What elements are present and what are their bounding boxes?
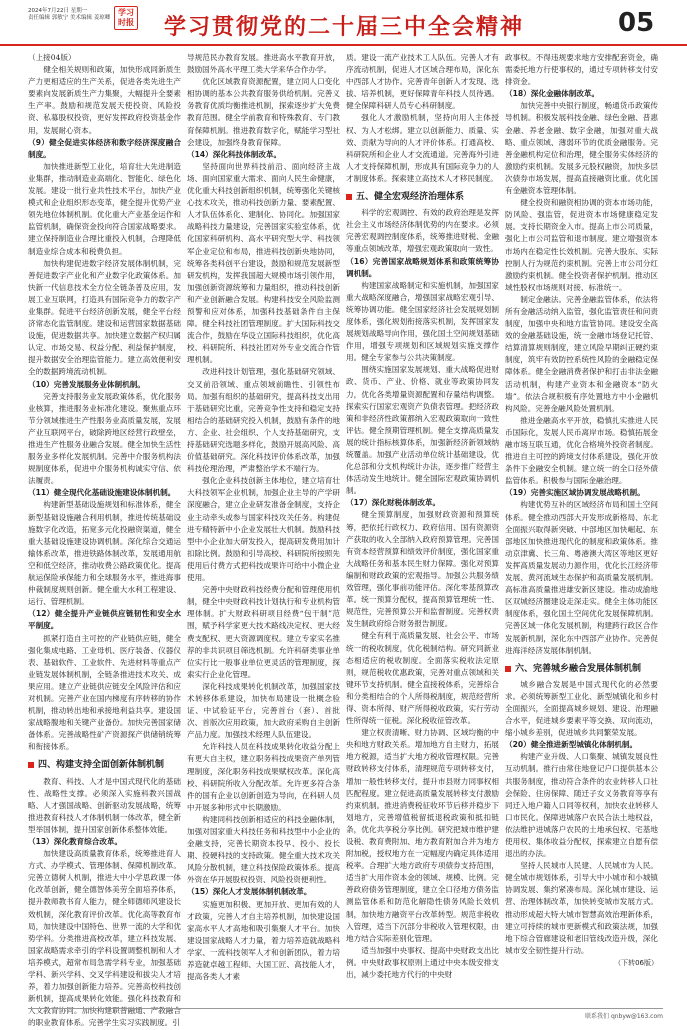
- paragraph: 改进科技计划管理，强化基础研究领域、交叉前沿领域、重点领域前瞻性、引领性布局。加强有组织的基础研究，提高科技支出用于基础研究比重，完善竞争性支持和稳定支持相结合的基础研究投入机制，鼓励有条件的地方、企业、社会组织、个人支持基础研究，支持基础研究选题多样化，鼓励开展高风险、高价值基础研究。深化科技评价体系改革，加强科技伦理治理，严肃整治学术不端行为。: [187, 367, 340, 474]
- subheading: （15）深化人才发展体制机制改革。: [187, 887, 312, 897]
- paragraph: 推进金融高水平开放，稳慎扎实推进人民币国际化，发展人民币离岸市场。稳慎拓展金融市场互联互通，优化合格境外投资者制度。推进自主可控的跨境支付体系建设，强化开放条件下金融安全机制。建立统一的全口径外债监管体系。积极参与国际金融治理。: [505, 415, 658, 486]
- paragraph: 质。建设一流产业技术工人队伍。完善人才有序流动机制，促进人才区域合理布局，深化东中西部人才协作。完善青年创新人才发现、选拔、培养机制，更好保障青年科技人员待遇。健全保障科研人员专心科研制度。: [346, 53, 499, 111]
- subheading: （20）健全推进新型城镇化体制机制。: [505, 740, 638, 750]
- continued-to: （下转06版）: [614, 958, 658, 967]
- subheading: （18）深化金融体制改革。: [505, 89, 600, 99]
- subheading: （9）健全促进实体经济和数字经济深度融合制度。: [28, 137, 181, 159]
- paragraph: 围绕实施国家发展规划、重大战略促进财政、货币、产业、价格、就业等政策协同发力，优化各类增量资源配置和存量结构调整。探索实行国家宏观资产负债表管理。把经济政策和非经济性政策都纳入宏观政策取向一致性评估。健全预期管理机制。健全支撑高质量发展的统计指标核算体系，加强新经济新领域纳统覆盖。加强产业活动单位统计基础建设，优化总部和分支机构统计办法，逐步推广经营主体活动发生地统计。健全国际宏观政策协调机制。: [346, 365, 499, 496]
- paragraph: 强化企业科技创新主体地位，建立培育壮大科技领军企业机制，加强企业主导的产学研深度融合，建立企业研发准备金制度，支持企业主动牵头或参与国家科技攻关任务。构建促进专精特新中小企业发展壮大机制。鼓励科技型中小企业加大研发投入，提高研发费用加计扣除比例。鼓励和引导高校、科研院所按照先使用后付费方式把科技成果许可给中小微企业使用。: [187, 476, 340, 583]
- paragraph: 构建产业升级、人口集聚、城镇发展良性互动机制。推行由常住地登记户口提供基本公共服务制度，推动符合条件的农业转移人口社会保险、住房保障、随迁子女义务教育等享有同迁入地户籍人口同等权利，加快农业转移人口市民化。保障进城落户农民合法土地权益，依法维护进城落户农民的土地承包权、宅基地使用权、集体收益分配权，探索建立自愿有偿退出的办法。: [505, 752, 658, 859]
- paragraph: 加快推进新型工业化，培育壮大先进制造业集群，推动制造业高端化、智能化、绿色化发展。建设一批行业共性技术平台，加快产业模式和企业组织形态变革，健全提升优势产业领先地位体制机制。优化重大产业基金运作和监管机制，确保资金投向符合国家战略要求。建立保持制造业合理比重投入机制，合理降低制造业综合成本和税费负担。: [28, 161, 181, 256]
- subheading: （13）深化教育综合改革。: [28, 837, 123, 846]
- section-heading: 五、健全宏观经济治理体系: [346, 191, 499, 203]
- paragraph: 健全相关规则和政策，加快形成同新质生产力更相适应的生产关系，促进各类先进生产要素向发展新质生产力集聚，大幅提升全要素生产率。鼓励和规范发展天使投资、风险投资、私募股权投资，更好发挥政府投资基金作用，发展耐心资本。: [28, 65, 181, 135]
- masthead: [0, 0, 687, 46]
- paragraph: 构建同科技创新相适应的科技金融体制，加强对国家重大科技任务和科技型中小企业的金融支持，完善长期资本投早、投小、投长期、投硬科技的支持政策。健全重大技术攻关风险分散机制，建立科技保险政策体系。提高外资在华开展股权投资、风险投资便利性。: [187, 814, 340, 885]
- paragraph: 建立权责清晰、财力协调、区域均衡的中央和地方财政关系。增加地方自主财力，拓展地方税源，适当扩大地方税收管理权限。完善财政转移支付体系，清理规范专项转移支付，增加一般性转移支付，提升市县财力同事权相匹配程度。建立促进高质量发展转移支付激励约束机制。推进消费税征收环节后移并稳步下划地方，完善增值税留抵退税政策和抵扣链条，优化共享税分享比例。研究把城市维护建设税、教育费附加、地方教育附加合并为地方附加税，授权地方在一定幅度内确定具体适用税率。合理扩大地方政府专项债券支持范围，适当扩大用作资本金的领域、规模、比例。完善政府债务管理制度，建立全口径地方债务监测监管体系和防范化解隐性债务风险长效机制，加快地方融资平台改革转型。规范非税收入管理，适当下沉部分非税收入管理权限，由地方结合实际差别化管理。: [346, 728, 499, 943]
- paragraph: 抓紧打造自主可控的产业链供应链，健全强化集成电路、工业母机、医疗装备、仪器仪表、基础软件、工业软件、先进材料等重点产业链发展体制机制，全链条推进技术攻关、成果应用。建立产业链供应链安全风险评估和应对机制。完善产业在国内梯度有序转移的协作机制，推动转出地和承接地利益共享。建设国家战略腹地和关键产业备份。加快完善国家储备体系。完善战略性矿产资源探产供储销统筹和衔接体系。: [28, 633, 181, 752]
- page-number: 05: [618, 8, 655, 38]
- paragraph: 导规范民办教育发展。推进高水平教育开放，鼓励国外高水平理工类大学来华合作办学。: [187, 53, 340, 75]
- column-1: [28, 52, 181, 1028]
- page-footer: [28, 1008, 663, 1021]
- paragraph: 优化区域教育资源配置，建立同人口变化相协调的基本公共教育服务供给机制。完善义务教育优质均衡推进机制，探索逐步扩大免费教育范围。健全学前教育和特殊教育、专门教育保障机制。推进教育数字化，赋能学习型社会建设，加强终身教育保障。: [187, 77, 340, 147]
- paragraph: 坚持人民城市人民建、人民城市为人民。健全城市规划体系，引导大中小城市和小城镇协调发展、集约紧凑布局。深化城市建设、运营、治理体制改革，加快转变城市发展方式。推动形成超大特大城市智慧高效治理新体系，建立可持续的城市更新模式和政策法规，加强地下综合管廊建设和老旧管线改造升级，深化城市安全韧性提升行动。: [505, 861, 658, 955]
- paragraph: 加快建设高质量教育体系，统筹推进育人方式、办学模式、管理体制、保障机制改革。完善立德树人机制，推进大中小学思政课一体化改革创新，健全德智体美劳全面培养体系，提升教师教书育人能力，健全师德师风建设长效机制，深化教育评价改革。优化高等教育布局，加快建设中国特色、世界一流的大学和优势学科。分类推进高校改革，建立科技发展、国家战略需求牵引的学科设置调整机制和人才培养模式，超常布局急需学科专业，加强基础学科、新兴学科、交叉学科建设和拔尖人才培养，着力加强创新能力培养。完善高校科技创新机制，提高成果转化效能。强化科技教育和人文教育协同。加快构建职普融通、产教融合的职业教育体系。完善学生实习实践制度。引: [28, 849, 181, 1028]
- subheading: （16）完善国家战略规划体系和政策统筹协调机制。: [346, 256, 499, 278]
- subheading: （14）深化科技体制改革。: [187, 149, 282, 159]
- section-marker-icon: [28, 762, 34, 768]
- subheading: （19）完善实施区域协调发展战略机制。: [505, 488, 645, 498]
- paragraph: 构建优势互补的区域经济布局和国土空间体系。健全推动西部大开发形成新格局、东北全面振兴取得新突破、中部地区加快崛起、东部地区加快推进现代化的制度和政策体系。推动京津冀、长三角、粤港澳大湾区等地区更好发挥高质量发展动力源作用，优化长江经济带发展、黄河流域生态保护和高质量发展机制。高标准高质量推进雄安新区建设。推动成渝地区双城经济圈建设走深走实。健全主体功能区制度体系，强化国土空间优化发展保障机制。完善区域一体化发展机制，构建跨行政区合作发展新机制，深化东中西部产业协作。完善促进海洋经济发展体制机制。: [505, 500, 658, 655]
- paragraph: 完善中央财政科技经费分配和管理使用机制，健全中央财政科技计划执行和专业机构管理体制。扩大财政科研项目经费“包干制”范围，赋予科学家更大技术路线决定权、更大经费支配权、更大资源调度权。建立专家实名推荐的非共识项目筛选机制。允许科研类事业单位实行比一般事业单位更灵活的管理制度，探索实行企业化管理。: [187, 585, 340, 679]
- column-3: [346, 52, 499, 1000]
- paragraph: 城乡融合发展是中国式现代化的必然要求。必须统筹新型工业化、新型城镇化和乡村全面振兴，全面提高城乡规划、建设、治理融合水平，促进城乡要素平等交换、双向流动，缩小城乡差别，促进城乡共同繁荣发展。: [505, 679, 658, 738]
- section-heading: 六、完善城乡融合发展体制机制: [505, 663, 658, 675]
- section-marker-icon: [505, 666, 511, 672]
- newspaper-logo: 学习 时报: [114, 6, 138, 30]
- contact-email[interactable]: 联系我们 qnbyw@163.com: [585, 1013, 663, 1020]
- issue-date: 2024年7月22日 星期一: [28, 8, 88, 14]
- masthead-meta: [28, 8, 110, 22]
- paragraph: 健全投资和融资相协调的资本市场功能，防风险、强监管，促进资本市场健康稳定发展。支持长期资金入市。提高上市公司质量，强化上市公司监管和退市制度。建立增强资本市场内在稳定性长效机制。完善大股东、实际控制人行为规范约束机制。完善上市公司分红激励约束机制。健全投资者保护机制。推动区域性股权市场规则对接、标准统一。: [505, 198, 658, 292]
- column-4: [505, 52, 658, 1000]
- section-marker-icon: [346, 194, 352, 200]
- subheading: （12）健全提升产业链供应链韧性和安全水平制度。: [28, 609, 181, 631]
- paragraph: 构建国家战略制定和实施机制，加强国家重大战略深度融合，增强国家战略宏观引导、统筹协调功能。健全国家经济社会发展规划制度体系，强化规划衔接落实机制，发挥国家发展规划战略导向作用，强化国土空间规划基础作用，增强专项规划和区域规划实施支撑作用。健全专家参与公共决策制度。: [346, 280, 499, 363]
- paragraph: 制定金融法。完善金融监管体系，依法将所有金融活动纳入监管，强化监管责任和问责制度，加强中央和地方监管协同。建设安全高效的金融基础设施，统一金融市场登记托管、结算清算规则制度，建立风险早期纠正硬约束制度，筑牢有效防控系统性风险的金融稳定保障体系。健全金融消费者保护和打击非法金融活动机制，构建产业资本和金融资本“防火墙”。依法合规积极有序处置地方中小金融机构风险。完善金融风险处置机制。: [505, 294, 658, 413]
- page-banner-title: 学习贯彻党的二十届三中全会精神: [164, 14, 525, 40]
- paragraph: 科学的宏观调控、有效的政府治理是发挥社会主义市场经济体制优势的内在要求。必须完善宏观调控制度体系，统筹推进财税、金融等重点领域改革，增强宏观政策取向一致性。: [346, 208, 499, 254]
- paragraph: 加快构建促进数字经济发展体制机制，完善促进数字产业化和产业数字化政策体系。加快新一代信息技术全方位全链条普及应用，发展工业互联网，打造具有国际竞争力的数字产业集群。促进平台经济创新发展，健全平台经济常态化监管制度。建设和运营国家数据基础设施，促进数据共享。加快建立数据产权归属认定、市场交易、权益分配、利益保护制度，提升数据安全治理监管能力。建立高效便利安全的数据跨境流动机制。: [28, 258, 181, 377]
- paragraph: 实施更加积极、更加开放、更加有效的人才政策，完善人才自主培养机制，加快建设国家高水平人才高地和吸引集聚人才平台。加快建设国家战略人才力量，着力培养造就战略科学家、一流科技领军人才和创新团队，着力培养造就卓越工程师、大国工匠、高技能人才，提高各类人才素: [187, 899, 340, 982]
- paragraph: 健全有利于高质量发展、社会公平、市场统一的税收制度，优化税制结构。研究同新业态相适应的税收制度。全面落实税收法定原则，规范税收优惠政策，完善对重点领域和关键环节支持机制。健全直接税体系，完善综合和分类相结合的个人所得税制度，规范经营所得、资本所得、财产所得税收政策，实行劳动性所得统一征税。深化税收征管改革。: [346, 631, 499, 726]
- editor-credits: 责任编辑 郭敏宁 美术编辑 姜琼卿: [28, 15, 111, 21]
- paragraph: 适当加强中央事权、提高中央财政支出比例。中央财政事权原则上通过中央本级安排支出，减少委托地方代行的中央财: [346, 945, 499, 980]
- paragraph: 完善支持服务业发展政策体系，优化服务业核算，推进服务业标准化建设。聚焦重点环节分领域推进生产性服务业高质量发展，发展产业互联网平台，破除跨地区经营行政壁垒，推进生产性服务业融合发展。健全加快生活性服务业多样化发展机制。完善中介服务机构法规制度体系，促进中介服务机构诚实守信、依法履责。: [28, 391, 181, 486]
- subheading: （10）完善发展服务业体制机制。: [28, 379, 145, 389]
- paragraph: 健全预算制度，加强财政资源和预算统筹，把依托行政权力、政府信用、国有资源资产获取的收入全部纳入政府预算管理。完善国有资本经营预算和绩效评价制度，强化国家重大战略任务和基本民生财力保障。强化对预算编制和财政政策的宏观指导。加强公共服务绩效管理，强化事前功能评估。深化零基预算改革。统一预算分配权，提高预算管理统一性、规范性，完善预算公开和监督制度。完善权责发生制政府综合财务报告制度。: [346, 510, 499, 629]
- paragraph: 坚持面向世界科技前沿、面向经济主战场、面向国家重大需求、面向人民生命健康，优化重大科技创新组织机制，统筹强化关键核心技术攻关，推动科技创新力量、要素配置、人才队伍体系化、建制化、协同化。加强国家战略科技力量建设，完善国家实验室体系，优化国家科研机构、高水平研究型大学、科技领军企业定位和布局，推进科技创新央地协同，统筹各类科创平台建设，鼓励和规范发展新型研发机构，发挥我国超大规模市场引领作用，加强创新资源统筹和力量组织，推动科技创新和产业创新融合发展。构建科技安全风险监测预警和应对体系，加强科技基础条件自主保障。健全科技社团管理制度。扩大国际科技交流合作，鼓励在华设立国际科技组织，优化高校、科研院所、科技社团对外专业交流合作管理机制。: [187, 161, 340, 365]
- paragraph: 加快完善中央银行制度，畅通货币政策传导机制。积极发展科技金融、绿色金融、普惠金融、养老金融、数字金融，加强对重大战略、重点领域、薄弱环节的优质金融服务。完善金融机构定位和治理，健全服务实体经济的激励约束机制。发展多元股权融资，加快多层次债券市场发展，提高直接融资比重。优化国有金融资本管理体制。: [505, 101, 658, 196]
- paragraph: 构建新型基础设施规划和标准体系，健全新型基础设施融合利用机制，推进传统基础设施数字化改造，拓宽多元化投融资渠道，健全重大基础设施建设协调机制。深化综合交通运输体系改革，推进铁路体制改革，发展通用航空和低空经济，推动收费公路政策优化。提高航运保险承保能力和全球服务水平，推进海事仲裁制度规则创新。健全重大水利工程建设、运行、管理机制。: [28, 500, 181, 607]
- paragraph: 允许科技人员在科技成果转化收益分配上有更大自主权，建立职务科技成果资产单列管理制度，深化职务科技成果赋权改革。深化高校、科研院所收入分配改革。允许更多符合条件的国有企业以创新创造为导向，在科研人员中开展多种形式中长期激励。: [187, 742, 340, 812]
- section-heading: 四、构建支持全面创新体制机制: [28, 759, 181, 771]
- paragraph: 深化科技成果转化机制改革，加强国家技术转移体系建设，加快布局建设一批概念验证、中试验证平台，完善首台（套）、首批次、首版次应用政策，加大政府采购自主创新产品力度。加强技术经理人队伍建设。: [187, 681, 340, 740]
- paragraph: 教育、科技、人才是中国式现代化的基础性、战略性支撑。必须深入实施科教兴国战略、人才强国战略、创新驱动发展战略，统筹推进教育科技人才体制机制一体改革，健全新型举国体制，提升国家创新体系整体效能。: [28, 776, 181, 834]
- continued-from: （上接04版）: [28, 53, 76, 62]
- paragraph: 强化人才激励机制，坚持向用人主体授权、为人才松绑。建立以创新能力、质量、实效、贡献为导向的人才评价体系。打通高校、科研院所和企业人才交流通道。完善海外引进人才支持保障机制，形成具有国际竞争力的人才制度体系。探索建立高技术人才移民制度。: [346, 113, 499, 183]
- subheading: （17）深化财税体制改革。: [346, 498, 441, 508]
- subheading: （11）健全现代化基础设施建设体制机制。: [28, 488, 176, 498]
- column-2: [187, 52, 340, 1000]
- paragraph: 政事权。不得违规要求地方安排配套资金，确需委托地方行使事权的，通过专项转移支付安排资金。: [505, 53, 658, 87]
